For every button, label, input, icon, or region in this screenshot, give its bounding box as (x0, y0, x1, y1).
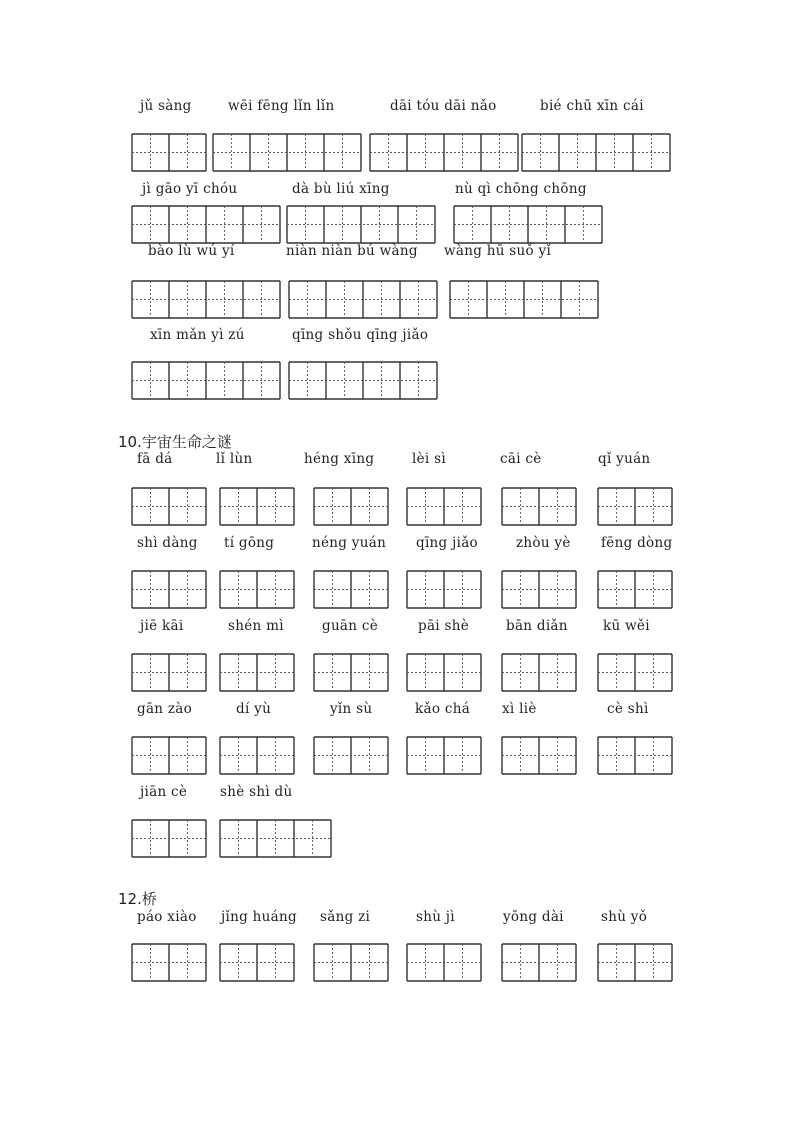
writing-grid-neng-yuan[interactable] (313, 570, 389, 609)
writing-grid-jian-ce[interactable] (131, 819, 207, 858)
pinyin-label-jian-ce: jiān cè (140, 784, 188, 800)
pinyin-label-zhou-ye: zhòu yè (516, 535, 571, 551)
writing-grid-bie-chu-xin-cai[interactable] (521, 133, 671, 172)
writing-grid-ji-gao-yi-chou[interactable] (131, 205, 281, 244)
pinyin-label-ti-gong: tí gōng (224, 535, 275, 551)
pinyin-label-jing-huang: jǐng huáng (221, 909, 297, 925)
writing-grid-xin-man-yi-zu[interactable] (131, 361, 281, 400)
pinyin-label-qing-jiao: qīng jiǎo (416, 535, 478, 551)
pinyin-label-wei-feng-lin-lin: wēi fēng lǐn lǐn (228, 98, 335, 114)
section-heading: 10.宇宙生命之谜 (118, 433, 232, 451)
writing-grid-wang-hu-suo-yi[interactable] (449, 280, 599, 319)
writing-grid-jing-huang[interactable] (219, 943, 295, 982)
writing-grid-xi-lie[interactable] (501, 736, 577, 775)
pinyin-label-ce-shi: cè shì (607, 701, 649, 717)
writing-grid-ban-dian[interactable] (501, 653, 577, 692)
pinyin-label-heng-xing: héng xīng (304, 451, 375, 467)
writing-grid-yin-su[interactable] (313, 736, 389, 775)
pinyin-label-nu-qi-chong-chong: nù qì chōng chōng (455, 181, 587, 197)
writing-grid-ti-gong[interactable] (219, 570, 295, 609)
writing-grid-kao-cha[interactable] (406, 736, 482, 775)
pinyin-label-lei-si: lèi sì (412, 451, 446, 467)
writing-grid-sang-zi[interactable] (313, 943, 389, 982)
pinyin-label-da-bu-liu-xing: dà bù liú xīng (292, 181, 390, 197)
pinyin-label-ku-wei: kū wěi (603, 618, 650, 634)
pinyin-label-pai-she: pāi shè (418, 618, 470, 634)
pinyin-label-bao-lu-wu-yi: bào lù wú yí (148, 243, 235, 259)
writing-grid-shi-dang[interactable] (131, 570, 207, 609)
writing-grid-di-yu[interactable] (219, 736, 295, 775)
pinyin-label-nian-nian-bu-wang: niàn niàn bú wàng (286, 243, 418, 259)
pinyin-label-di-yu: dí yù (236, 701, 272, 717)
pinyin-label-guan-ce: guān cè (322, 618, 379, 634)
writing-grid-heng-xing[interactable] (313, 487, 389, 526)
writing-grid-li-lun[interactable] (219, 487, 295, 526)
pinyin-label-shu-ji: shù jì (416, 909, 455, 925)
writing-grid-feng-dong[interactable] (597, 570, 673, 609)
writing-grid-ku-wei[interactable] (597, 653, 673, 692)
writing-grid-lei-si[interactable] (406, 487, 482, 526)
writing-grid-wei-feng-lin-lin[interactable] (212, 133, 362, 172)
pinyin-label-shu-yo: shù yǒ (601, 909, 648, 925)
writing-grid-shu-yo[interactable] (597, 943, 673, 982)
pinyin-label-cai-ce: cāi cè (500, 451, 542, 467)
pinyin-label-gan-zao: gān zào (137, 701, 193, 717)
section-heading: 12.桥 (118, 890, 157, 908)
pinyin-label-pao-xiao: páo xiào (137, 909, 197, 925)
writing-grid-zhou-ye[interactable] (501, 570, 577, 609)
pinyin-label-xi-lie: xì liè (502, 701, 537, 717)
pinyin-label-yong-dai: yōng dài (503, 909, 564, 925)
writing-grid-nu-qi-chong-chong[interactable] (453, 205, 603, 244)
pinyin-label-qing-shou-qing-jiao: qīng shǒu qīng jiǎo (292, 327, 429, 343)
writing-grid-pai-she[interactable] (406, 653, 482, 692)
writing-grid-qi-yuan[interactable] (597, 487, 673, 526)
writing-grid-ju-sang[interactable] (131, 133, 207, 172)
writing-grid-qing-shou-qing-jiao[interactable] (288, 361, 438, 400)
pinyin-label-feng-dong: fēng dòng (601, 535, 673, 551)
pinyin-label-sang-zi: sǎng zi (320, 909, 371, 925)
writing-grid-bao-lu-wu-yi[interactable] (131, 280, 281, 319)
pinyin-label-yin-su: yǐn sù (330, 701, 373, 717)
pinyin-label-shi-dang: shì dàng (137, 535, 198, 551)
pinyin-label-fa-da: fā dá (137, 451, 173, 467)
writing-grid-shen-mi[interactable] (219, 653, 295, 692)
writing-grid-she-shi-du[interactable] (219, 819, 332, 858)
writing-grid-yong-dai[interactable] (501, 943, 577, 982)
pinyin-label-ju-sang: jǔ sàng (140, 98, 192, 114)
pinyin-label-ji-gao-yi-chou: jì gāo yī chóu (142, 181, 238, 197)
pinyin-label-xin-man-yi-zu: xīn mǎn yì zú (150, 327, 245, 343)
writing-grid-cai-ce[interactable] (501, 487, 577, 526)
pinyin-label-qi-yuan: qǐ yuán (598, 451, 651, 467)
pinyin-label-shen-mi: shén mì (228, 618, 284, 634)
writing-grid-qing-jiao[interactable] (406, 570, 482, 609)
pinyin-label-li-lun: lǐ lùn (216, 451, 253, 467)
pinyin-label-dai-tou-dai-nao: dāi tóu dāi nǎo (390, 98, 497, 114)
pinyin-label-neng-yuan: néng yuán (312, 535, 387, 551)
pinyin-label-ban-dian: bān diǎn (506, 618, 568, 634)
writing-grid-shu-ji[interactable] (406, 943, 482, 982)
writing-grid-nian-nian-bu-wang[interactable] (288, 280, 438, 319)
pinyin-label-wang-hu-suo-yi: wàng hū suǒ yǐ (444, 243, 552, 259)
writing-grid-jie-kai[interactable] (131, 653, 207, 692)
pinyin-label-bie-chu-xin-cai: bié chū xīn cái (540, 98, 644, 114)
pinyin-label-she-shi-du: shè shì dù (220, 784, 293, 800)
writing-grid-da-bu-liu-xing[interactable] (286, 205, 436, 244)
writing-grid-pao-xiao[interactable] (131, 943, 207, 982)
writing-grid-guan-ce[interactable] (313, 653, 389, 692)
writing-grid-dai-tou-dai-nao[interactable] (369, 133, 519, 172)
writing-grid-gan-zao[interactable] (131, 736, 207, 775)
writing-grid-ce-shi[interactable] (597, 736, 673, 775)
pinyin-label-kao-cha: kǎo chá (415, 701, 471, 717)
pinyin-label-jie-kai: jiē kāi (140, 618, 184, 634)
writing-grid-fa-da[interactable] (131, 487, 207, 526)
